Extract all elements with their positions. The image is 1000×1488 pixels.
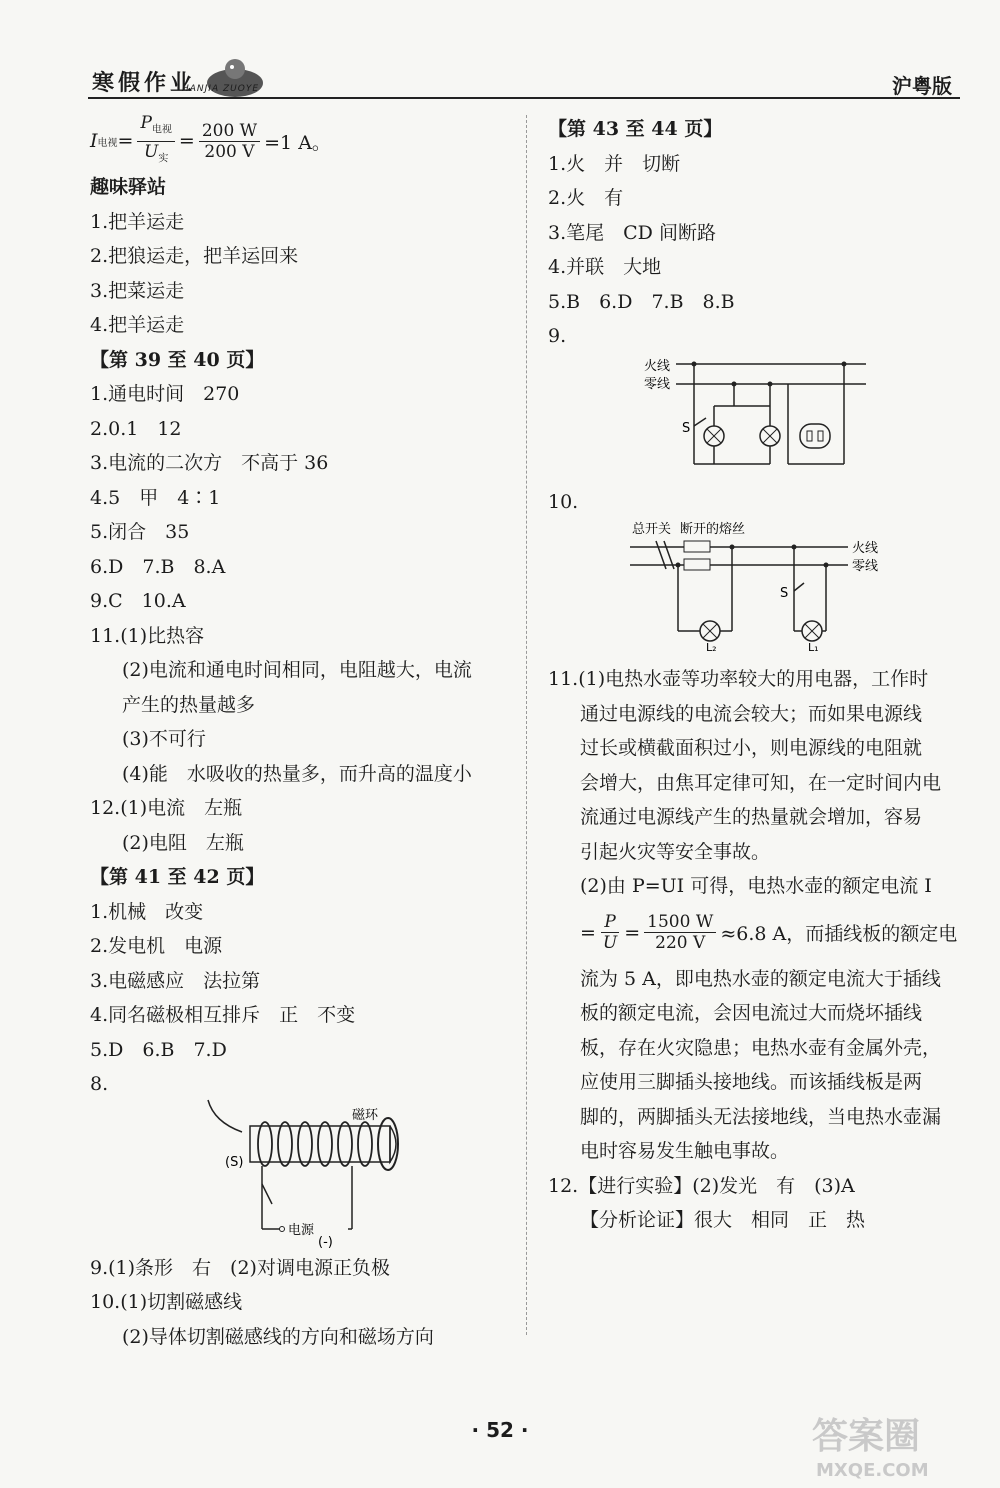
list-item: (4)能 水吸收的热量多，而升高的温度小	[122, 762, 472, 785]
book-subtitle: HANJIA ZUOYE	[182, 84, 260, 94]
fig9-neutral-label: 零线	[644, 376, 671, 392]
list-item: (2)由 P=UI 可得，电热水壶的额定电流 I	[580, 875, 932, 897]
list-item: 3.电流的二次方 不高于 36	[90, 452, 329, 474]
watermark-cn: 答案圈	[812, 1416, 921, 1457]
page-header	[0, 0, 1000, 100]
list-item: 10.	[548, 490, 579, 513]
list-item: 3.电磁感应 法拉第	[90, 969, 261, 992]
list-item: 1.把羊运走	[90, 210, 185, 233]
formula-current-tv: I 电视 = $\frac{P_{电视}}{U_实}$ = $\frac{200 W}{200 V}$ =1 A。	[90, 112, 510, 170]
list-item: 2.火 有	[548, 187, 624, 209]
formula-kettle-current: = $\frac{P}{U}$ = $\frac{1500 W}{220 V}$ ≈6.8 A，而插线板的额定电	[580, 912, 958, 953]
section-heading-41: 【第 41 至 42 页】	[90, 866, 265, 888]
list-item: 【分析论证】很大 相同 正 热	[580, 1209, 866, 1231]
list-item: 产生的热量越多	[122, 693, 256, 716]
list-item: 通过电源线的电流会较大；而如果电源线	[580, 702, 923, 725]
fig8-label-ring: 磁环	[352, 1107, 379, 1123]
fig9-switch-label: S	[682, 420, 691, 436]
list-item: 9.(1)条形 右 (2)对调电源正负极	[90, 1256, 390, 1279]
fig10-switch-label: S	[780, 586, 789, 601]
fig10-l2-label: L₂	[706, 641, 717, 654]
fig10-main-switch-label: 总开关	[632, 522, 672, 537]
list-item: 流为 5 A，即电热水壶的额定电流大于插线	[580, 967, 941, 990]
list-item: 2.发电机 电源	[90, 935, 223, 957]
list-item: 12.【进行实验】(2)发光 有 (3)A	[548, 1174, 855, 1197]
list-item: 电时容易发生触电事故。	[580, 1140, 790, 1162]
list-item: (2)电阻 左瓶	[122, 831, 244, 854]
section-heading-39: 【第 39 至 40 页】	[90, 348, 265, 371]
list-item: 6.D 7.B 8.A	[90, 555, 226, 578]
fig8-label-s: (S)	[225, 1154, 244, 1170]
fig10-l1-label: L₁	[808, 641, 819, 654]
list-item: 板的额定电流，会因电流过大而烧坏插线	[580, 1002, 923, 1024]
list-item: 流通过电源线产生的热量就会增加，容易	[580, 806, 923, 828]
list-item: 4.把羊运走	[90, 314, 185, 336]
list-item: (2)电流和通电时间相同，电阻越大，电流	[122, 659, 472, 681]
list-item: 8.	[90, 1073, 109, 1095]
fig8-label-minus: (-)	[318, 1234, 333, 1250]
list-item: 3.笔尾 CD 间断路	[548, 221, 716, 244]
list-item: 应使用三脚插头接地线。而该插线板是两	[580, 1071, 923, 1093]
list-item: (3)不可行	[122, 728, 206, 750]
list-item: (2)导体切割磁感线的方向和磁场方向	[122, 1325, 434, 1348]
lamp-icon	[704, 426, 724, 446]
list-item: 4.并联 大地	[548, 256, 662, 278]
list-item: 过长或横截面积过小，则电源线的电阻就	[580, 737, 923, 759]
list-item: 11.(1)比热容	[90, 624, 205, 647]
circuit-diagram-10	[548, 521, 968, 654]
list-item: 9.	[548, 325, 567, 347]
lamp-icon	[760, 426, 780, 446]
left-column	[90, 112, 510, 1354]
watermark-en: MXQE.COM	[816, 1460, 929, 1481]
book-title: 寒假作业	[92, 70, 197, 96]
lamp-icon	[700, 621, 720, 641]
right-column	[548, 112, 968, 1238]
fig10-live-label: 火线	[852, 541, 879, 556]
list-item: 2.把狼运走，把羊运回来	[90, 245, 299, 267]
list-item: 引起火灾等安全事故。	[580, 840, 771, 863]
fig8-label-power: 电源	[288, 1222, 315, 1238]
list-item: 2.0.1 12	[90, 417, 182, 440]
watermark-logo	[802, 1400, 982, 1484]
list-item: 9.C 10.A	[90, 590, 186, 612]
header-rule	[88, 97, 960, 99]
section-heading-43: 【第 43 至 44 页】	[548, 118, 723, 140]
list-item: 板，存在火灾隐患；电热水壶有金属外壳，	[580, 1036, 942, 1059]
fig10-fuse-label: 断开的熔丝	[680, 522, 746, 537]
fraction-values: $\frac{200 W}{200 V}$	[199, 121, 260, 162]
list-item: 5.D 6.B 7.D	[90, 1038, 227, 1061]
list-item: 1.火 并 切断	[548, 152, 681, 175]
circuit-diagram-9	[548, 356, 968, 478]
list-item: 4.同名磁极相互排斥 正 不变	[90, 1004, 356, 1026]
list-item: 4.5 甲 4∶1	[90, 486, 221, 509]
list-item: 1.机械 改变	[90, 900, 204, 923]
page-number: · 52 ·	[471, 1418, 529, 1442]
fraction-p-over-u: $\frac{P_{电视}}{U_实}$	[137, 113, 174, 169]
list-item: 3.把菜运走	[90, 279, 185, 302]
fig10-neutral-label: 零线	[852, 559, 879, 574]
list-item: 11.(1)电热水壶等功率较大的用电器，工作时	[548, 668, 929, 690]
socket-icon	[800, 424, 830, 448]
list-item: 1.通电时间 270	[90, 383, 240, 405]
list-item: 脚的，两脚插头无法接地线，当电热水壶漏	[580, 1105, 942, 1128]
solenoid-diagram	[90, 1104, 510, 1250]
list-item: 12.(1)电流 左瓶	[90, 797, 243, 819]
column-divider	[526, 115, 527, 1335]
edition-label: 沪粤版	[892, 74, 952, 98]
section-fun-title: 趣味驿站	[90, 176, 167, 198]
fig9-live-label: 火线	[644, 358, 671, 374]
list-item: 5.B 6.D 7.B 8.B	[548, 290, 735, 313]
list-item: 会增大，由焦耳定律可知，在一定时间内电	[580, 771, 942, 794]
lamp-icon	[802, 621, 822, 641]
list-item: 5.闭合 35	[90, 521, 190, 543]
list-item: 10.(1)切割磁感线	[90, 1291, 243, 1313]
